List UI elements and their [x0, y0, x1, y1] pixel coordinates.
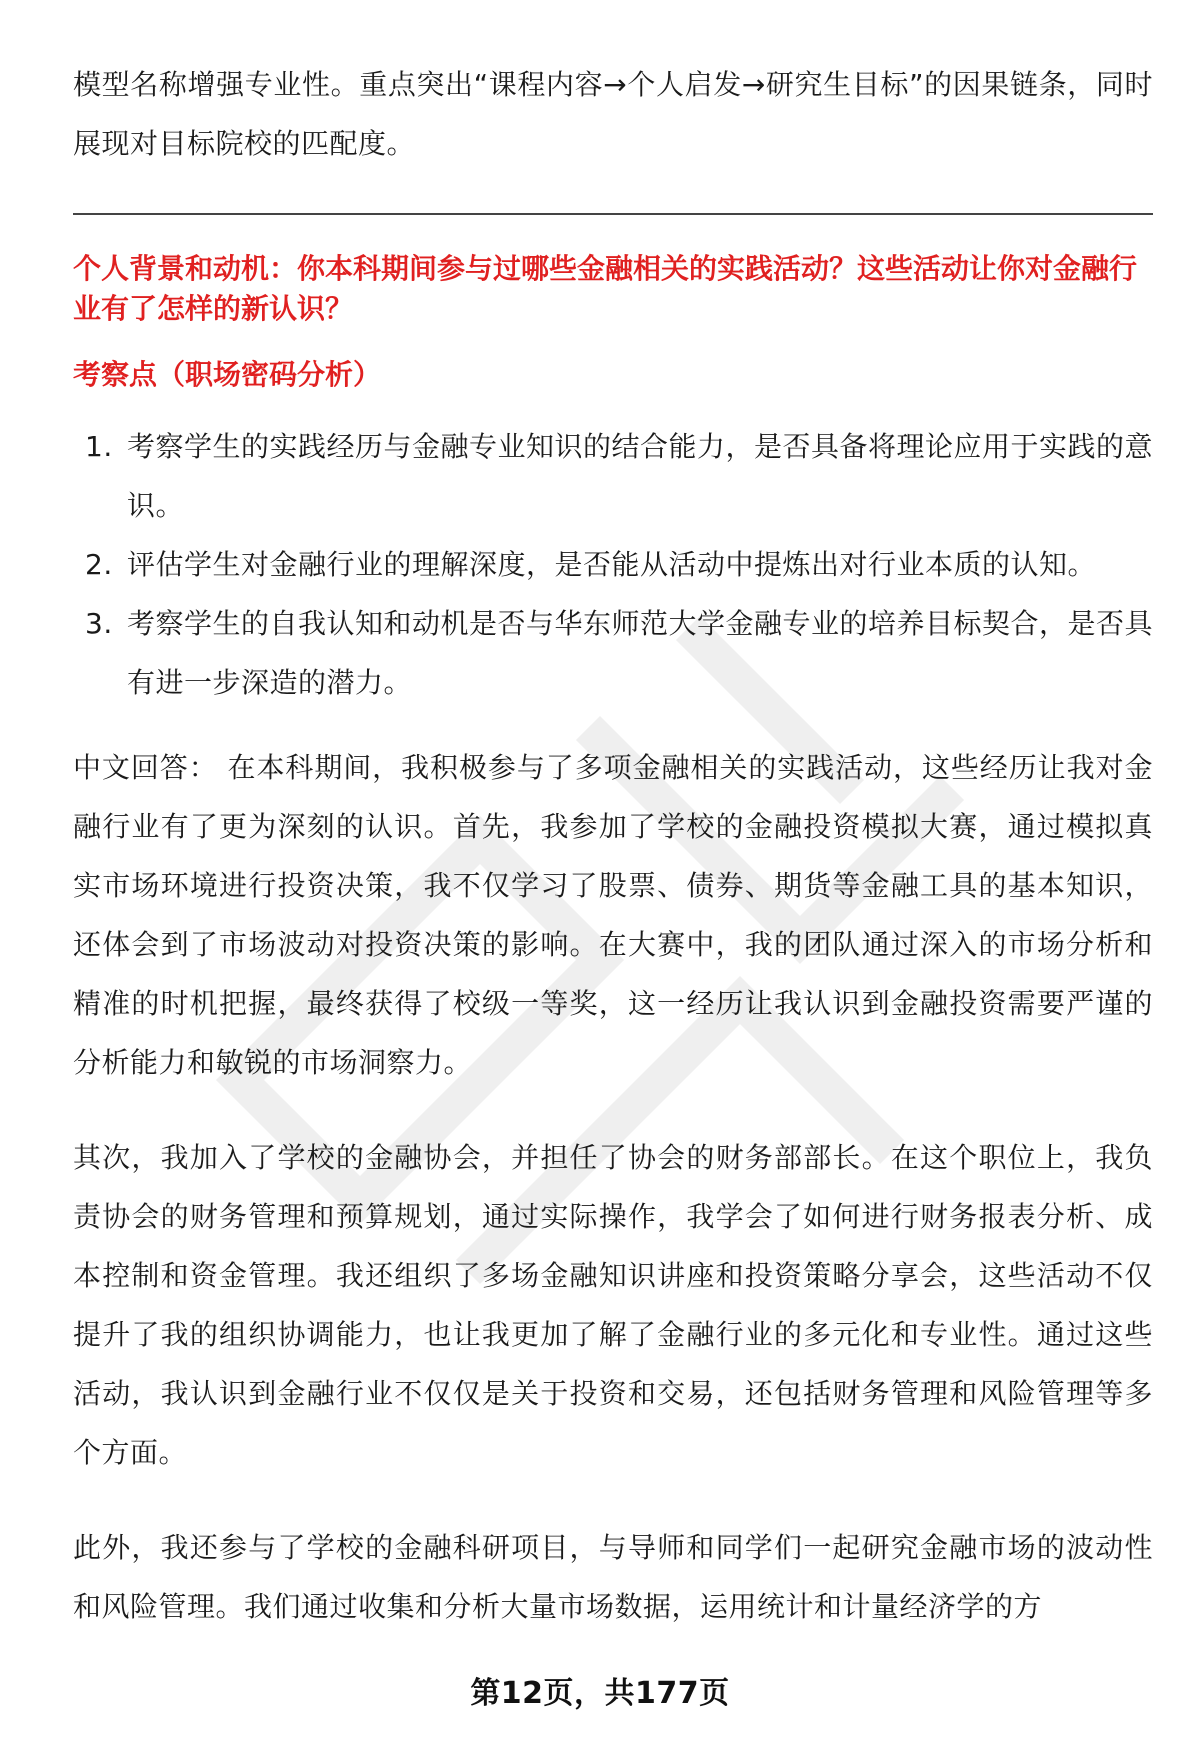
list-number: 1. [85, 430, 113, 463]
document-body [73, 55, 1153, 1636]
section-divider [73, 213, 1153, 215]
intro-paragraph: 模型名称增强专业性。重点突出“课程内容→个人启发→研究生目标”的因果链条，同时展现对目标院校的匹配度。 [73, 68, 1153, 160]
question-heading: 个人背景和动机：你本科期间参与过哪些金融相关的实践活动？这些活动让你对金融行业有了怎样的新认识？ [73, 252, 1138, 325]
assessment-item [73, 417, 1153, 535]
assessment-item-text: 评估学生对金融行业的理解深度，是否能从活动中提炼出对行业本质的认知。 [127, 548, 1097, 581]
list-number: 2. [85, 548, 113, 581]
assessment-heading: 考察点（职场密码分析） [73, 358, 382, 391]
assessment-item-text: 考察学生的自我认知和动机是否与华东师范大学金融专业的培养目标契合，是否具有进一步深造的潜力。 [127, 607, 1154, 699]
assessment-item [73, 535, 1153, 594]
answer-paragraph-3: 此外，我还参与了学校的金融科研项目，与导师和同学们一起研究金融市场的波动性和风险管理。我们通过收集和分析大量市场数据，运用统计和计量经济学的方 [73, 1531, 1153, 1623]
answer-paragraph-1 [73, 738, 1153, 1092]
assessment-list [73, 417, 1153, 712]
answer-text: 在本科期间，我积极参与了多项金融相关的实践活动，这些经历让我对金融行业有了更为深刻的认识。首先，我参加了学校的金融投资模拟大赛，通过模拟真实市场环境进行投资决策，我不仅学习了股票、债券、期货等金融工具的基本知识，还体会到了市场波动对投资决策的影响。在大赛中，我的团队通过深入的市场分析和精准的时机把握，最终获得了校级一等奖，这一经历让我认识到金融投资需要严谨的分析能力和敏锐的市场洞察力。 [73, 751, 1153, 1079]
answer-label: 中文回答： [73, 751, 218, 784]
assessment-item [73, 594, 1153, 712]
assessment-item-text: 考察学生的实践经历与金融专业知识的结合能力，是否具备将理论应用于实践的意识。 [127, 430, 1154, 522]
page-number-footer: 第12页，共177页 [470, 1676, 730, 1711]
list-number: 3. [85, 607, 113, 640]
answer-paragraph-2: 其次，我加入了学校的金融协会，并担任了协会的财务部部长。在这个职位上，我负责协会的财务管理和预算规划，通过实际操作，我学会了如何进行财务报表分析、成本控制和资金管理。我还组织了多场金融知识讲座和投资策略分享会，这些活动不仅提升了我的组织协调能力，也让我更加了解了金融行业的多元化和专业性。通过这些活动，我认识到金融行业不仅仅是关于投资和交易，还包括财务管理和风险管理等多个方面。 [73, 1141, 1153, 1469]
